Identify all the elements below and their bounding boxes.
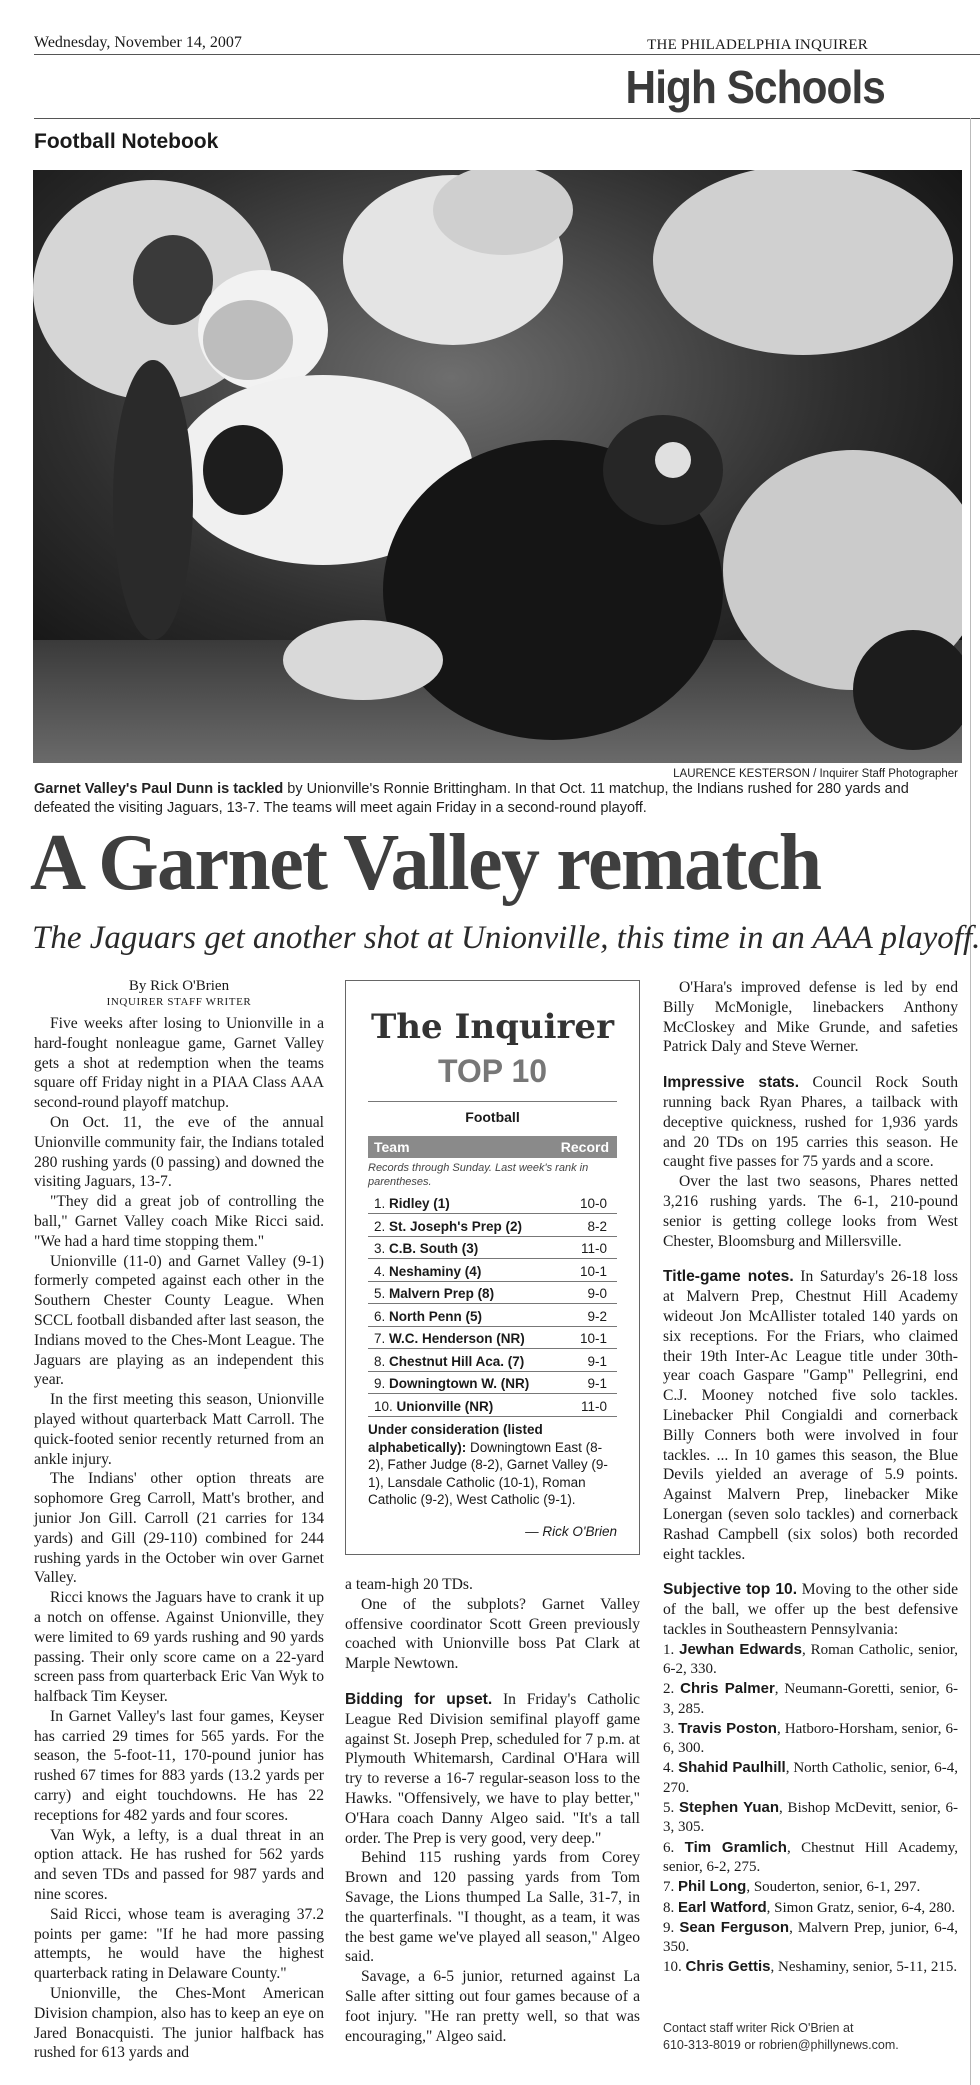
team-cell [374, 1376, 529, 1391]
top10-rule [368, 1101, 617, 1102]
subhead: Impressive stats. [663, 1074, 800, 1092]
top10-box [345, 980, 640, 1555]
player-name: Shahid Paulhill [678, 1759, 786, 1777]
player-details: , Neumann-Goretti, senior, 6-3, 285. [663, 1681, 959, 1717]
article-column-1 [34, 1014, 324, 2063]
rank-number: 10. [374, 1398, 393, 1414]
tackle-list [663, 1640, 958, 1978]
player-name: Tim Gramlich [684, 1838, 787, 1856]
list-number: 9. [663, 1919, 675, 1936]
table-row [368, 1306, 617, 1327]
header-record: Record [560, 1139, 609, 1155]
paragraph: The Indians' other option threats are sophomore Greg Carroll, Matt's brother, and junior Jon Gill. Carroll (21 carries for 134 yards) and Gill (29-110) combined for 244 rushing yards in the October win over Garnet Valley. [34, 1470, 324, 1587]
photo-caption [34, 780, 934, 818]
dateline: Wednesday, November 14, 2007 [34, 34, 242, 51]
record-cell: 8-2 [587, 1218, 607, 1234]
paragraph-text: In Saturday's 26-18 loss at Malvern Prep, Chestnut Hill Academy wideout Jon McAllister totaled 140 yards on six receptions. For the Friars, who claimed their 19th Inter-Ac League title under 30th-year coach Gaspare "Gamp" Pellegrini, end C.J. Mooney notched five solo tackles. Linebacker Phil Congialdi and cornerback Billy Conners both were involved in four tackles. ... In 10 games this season, the Blue Devils yielded an average of 5.9 points. Against Malvern Prep, linebacker Mike Lonergan (seven solo tackles) and cornerback Rashad Campbell (six solos) both recorded eight tackles. [663, 1268, 958, 1563]
record-cell: 10-1 [579, 1331, 607, 1346]
top10-header [368, 1136, 617, 1158]
contact-info [663, 2020, 958, 2054]
subhead: Title-game notes. [663, 1268, 794, 1286]
player-name: Stephen Yuan [679, 1799, 780, 1817]
team-cell [374, 1399, 493, 1414]
record-cell: 9-0 [587, 1286, 607, 1301]
paragraph: O'Hara's improved defense is led by end Billy McMonigle, linebackers Anthony McCloskey and Mike Grunde, and safeties Patrick Daly and Steve Werner. [663, 979, 958, 1056]
list-item [663, 1898, 958, 1918]
player-name: Earl Watford [678, 1898, 767, 1916]
paragraph: In Garnet Valley's last four games, Keyser has carried 29 times for 565 yards. For the season, the 5-foot-11, 170-pound junior has rushed 67 times for 883 yards (13.2 yards per carry) and eight touchdowns. He has 22 receptions for 482 yards and four scores. [34, 1707, 324, 1824]
list-item [663, 1877, 958, 1897]
record-cell: 9-1 [587, 1353, 607, 1369]
team-name: Neshaminy (4) [389, 1263, 482, 1279]
list-item [663, 1798, 958, 1838]
list-number: 8. [663, 1899, 675, 1916]
list-number: 10. [663, 1959, 682, 1976]
contact-line: Contact staff writer Rick O'Brien at [663, 2021, 854, 2035]
table-row [368, 1193, 617, 1214]
paragraph: "They did a great job of controlling the ball," Garnet Valley coach Mike Ricci said. "We had a hard time stopping them." [34, 1193, 324, 1250]
photo-credit: LAURENCE KESTERSON / Inquirer Staff Photographer [673, 768, 958, 780]
team-cell [374, 1196, 450, 1211]
rank-number: 5. [374, 1286, 386, 1301]
paragraph: a team-high 20 TDs. [345, 1576, 473, 1593]
record-cell: 9-1 [587, 1376, 607, 1391]
table-row [368, 1328, 617, 1349]
list-item [663, 1957, 958, 1977]
team-name: Chestnut Hill Aca. (7) [389, 1353, 525, 1369]
paragraph: Behind 115 rushing yards from Corey Brown and 120 passing yards from Tom Savage, the Lions thumped La Salle, 31-7, in the quarterfinals. "I thought, as a team, it was the best game we've played all season," Algeo said. [345, 1849, 640, 1966]
list-item [663, 1918, 958, 1958]
contact-line: 610-313-8019 or robrien@phillynews.com. [663, 2038, 899, 2052]
record-cell: 10-0 [579, 1196, 607, 1211]
list-item [663, 1679, 958, 1719]
rank-number: 6. [374, 1308, 386, 1324]
record-cell: 11-0 [580, 1241, 607, 1256]
rank-number: 4. [374, 1263, 386, 1279]
byline: By Rick O'Brien [128, 978, 230, 994]
article-column-3 [663, 978, 958, 1978]
paragraph: Van Wyk, a lefty, is a dual threat in an option attack. He has rushed for 562 yards and seven TDs and passed for 987 yards and nine scores. [34, 1826, 324, 1904]
list-item [663, 1719, 958, 1759]
team-cell [374, 1286, 494, 1301]
team-cell [374, 1219, 522, 1234]
caption-text: by Unionville's Ronnie Brittingham. In that Oct. 11 matchup, the Indians rushed for 280 yards and defeated the visiting Jaguars, 13-7. The teams will meet again Friday in a second-round playoff. [34, 781, 909, 816]
player-details: , Neshaminy, senior, 5-11, 215. [770, 1959, 958, 1976]
team-name: North Penn (5) [389, 1308, 483, 1324]
subhead: Subjective top 10. [663, 1581, 798, 1599]
table-row [368, 1283, 617, 1304]
paragraph [663, 1580, 958, 1639]
team-name: Ridley (1) [389, 1196, 450, 1211]
list-number: 1. [663, 1641, 675, 1658]
player-name: Jewhan Edwards [679, 1640, 802, 1658]
record-cell: 10-1 [579, 1263, 607, 1279]
paragraph: Said Ricci, whose team is averaging 37.2 points per game: "If he had more passing attempts, he would have the highest quarterback rating in Delaware County." [34, 1905, 324, 1983]
player-details: , Chestnut Hill Academy, senior, 6-2, 275. [663, 1839, 959, 1875]
paragraph-text: Council Rock South running back Ryan Phares, a tailback with deceptive quickness, rushed for 1,936 yards and 20 TDs on 195 carries this season. He caught five passes for 75 yards and a score. [663, 1074, 958, 1171]
table-row [368, 1216, 617, 1237]
team-cell [374, 1331, 525, 1346]
player-details: , North Catholic, senior, 6-4, 270. [663, 1760, 959, 1796]
player-name: Sean Ferguson [679, 1918, 790, 1936]
player-details: , Simon Gratz, senior, 6-4, 280. [766, 1899, 956, 1916]
table-row [368, 1238, 617, 1259]
player-details: , Roman Catholic, senior, 6-2, 330. [663, 1641, 959, 1677]
list-number: 5. [663, 1800, 675, 1817]
section-title: High Schools [625, 61, 885, 113]
under-consideration [368, 1421, 617, 1509]
section-rule [34, 118, 980, 119]
player-name: Chris Gettis [685, 1958, 771, 1976]
player-details: , Hatboro-Horsham, senior, 6-6, 300. [663, 1720, 958, 1757]
header-team: Team [374, 1139, 410, 1155]
rank-number: 9. [374, 1376, 386, 1391]
rank-number: 3. [374, 1241, 386, 1256]
list-number: 4. [663, 1760, 675, 1777]
paragraph: Over the last two seasons, Phares netted 3,216 rushing yards. The 6-1, 210-pound senior is getting college looks from West Chester, Bloomsburg and Millersville. [663, 1173, 958, 1250]
rank-number: 1. [374, 1196, 386, 1211]
headline: A Garnet Valley rematch [30, 819, 821, 907]
team-cell [374, 1354, 524, 1369]
team-name: Unionville (NR) [396, 1398, 494, 1414]
paragraph [663, 1073, 958, 1172]
team-cell [374, 1309, 482, 1324]
list-number: 3. [663, 1720, 675, 1737]
rank-number: 8. [374, 1353, 386, 1369]
masthead-rule [34, 54, 980, 55]
under-label: Under consideration (listed alphabetically): [368, 1422, 543, 1455]
paragraph: Unionville, the Ches-Mont American Division champion, also has to keep an eye on Jared Bonacquisti. The junior halfback has rushed for 613 yards and [34, 1985, 324, 2062]
under-text: Downingtown East (8-2), Father Judge (8-2), Garnet Valley (9-1), Lansdale Catholic (10-1), Roman Catholic (9-2), West Catholic (9-1). [368, 1439, 608, 1507]
list-number: 7. [663, 1879, 675, 1896]
team-name: Malvern Prep (8) [389, 1286, 495, 1301]
team-name: W.C. Henderson (NR) [389, 1331, 525, 1346]
team-name: Downingtown W. (NR) [389, 1376, 530, 1391]
team-cell [374, 1241, 478, 1256]
football-photo [33, 170, 962, 763]
player-name: Chris Palmer [680, 1680, 775, 1698]
subhead: Bidding for upset. [345, 1690, 493, 1708]
table-row [368, 1261, 617, 1282]
paragraph: In the first meeting this season, Unionville played without quarterback Matt Carroll. The quick-footed senior recently returned from an ankle injury. [34, 1391, 324, 1468]
list-item [663, 1758, 958, 1798]
player-details: , Malvern Prep, junior, 6-4, 350. [663, 1919, 959, 1956]
team-name: C.B. South (3) [389, 1241, 479, 1256]
list-number: 2. [663, 1681, 675, 1698]
list-item [663, 1640, 958, 1680]
record-cell: 9-2 [587, 1308, 607, 1324]
table-row [368, 1396, 617, 1417]
table-row [368, 1373, 617, 1394]
paragraph: Five weeks after losing to Unionville in a hard-fought nonleague game, Garnet Valley gets a shot at redemption when the teams square off Friday night in a PIAA Class AAA second-round playoff matchup. [34, 1015, 324, 1112]
staff-title: INQUIRER STAFF WRITER [106, 996, 252, 1008]
paragraph: On Oct. 11, the eve of the annual Unionville community fair, the Indians totaled 280 rushing yards (0 passing) and downed the visiting Jaguars, 13-7. [34, 1113, 324, 1191]
rank-number: 7. [374, 1331, 386, 1346]
top10-title: TOP 10 [437, 1053, 548, 1089]
paragraph [663, 1267, 958, 1564]
player-details: , Souderton, senior, 6-1, 297. [746, 1879, 921, 1896]
team-name: St. Joseph's Prep (2) [389, 1218, 523, 1234]
deck: The Jaguars get another shot at Unionville, this time in an AAA playoff. [32, 920, 980, 956]
team-cell [374, 1264, 481, 1279]
paragraph: Ricci knows the Jaguars have to crank it up a notch on offense. Against Unionville, they were limited to 69 yards rushing and 90 yards passing. Their only score came on a 22-yard screen pass from quarterback Eric Van Wyk to halfback Tim Keyser. [34, 1589, 324, 1706]
paragraph: Savage, a 6-5 junior, returned against La Salle after sitting out four games because of a foot injury. "He ran pretty well, so that was encouraging," Algeo said. [345, 1968, 640, 2045]
player-details: , Bishop McDevitt, senior, 6-3, 305. [663, 1800, 958, 1836]
player-name: Travis Poston [678, 1719, 777, 1737]
record-cell: 11-0 [580, 1398, 607, 1414]
player-name: Phil Long [678, 1878, 747, 1896]
newspaper-name: THE PHILADELPHIA INQUIRER [647, 37, 868, 53]
football-tackle-image [33, 170, 962, 763]
paragraph-text: In Friday's Catholic League Red Division semifinal playoff game against St. Joseph Prep, scheduled for 7 p.m. at Plymouth Whitemarsh, Cardinal O'Hara will try to reverse a 16-7 regular-season loss to the Hawks. "Offensively, we have to play better," O'Hara coach Danny Algeo said. "It's a tall order. The Prep is very good, very deep." [345, 1690, 640, 1847]
paragraph: Unionville (11-0) and Garnet Valley (9-1) formerly competed against each other in the Southern Chester County League. When SCCL football disbanded after last season, the Indians moved to the Ches-Mont League. The Jaguars are playing as an independent this year. [34, 1252, 324, 1389]
article-column-2 [345, 1575, 640, 2046]
top10-note: Records through Sunday. Last week's rank in parentheses. [368, 1162, 589, 1188]
top10-sport: Football [465, 1109, 520, 1125]
list-number: 6. [663, 1839, 675, 1856]
inquirer-logo: The Inquirer [371, 1007, 614, 1047]
paragraph: One of the subplots? Garnet Valley offensive coordinator Scott Green previously coached with Unionville boss Pat Clark at Marple Newtown. [345, 1595, 640, 1673]
page-edge-rule [970, 118, 971, 2085]
list-item [663, 1838, 958, 1878]
top10-signature: — Rick O'Brien [525, 1524, 617, 1539]
kicker: Football Notebook [34, 130, 219, 153]
table-row [368, 1351, 617, 1372]
rank-number: 2. [374, 1218, 386, 1234]
caption-lead: Garnet Valley's Paul Dunn is tackled [34, 781, 284, 797]
paragraph-text: Moving to the other side of the ball, we offer up the best defensive tackles in Southeastern Pennsylvania: [663, 1581, 959, 1638]
paragraph [345, 1690, 640, 1848]
